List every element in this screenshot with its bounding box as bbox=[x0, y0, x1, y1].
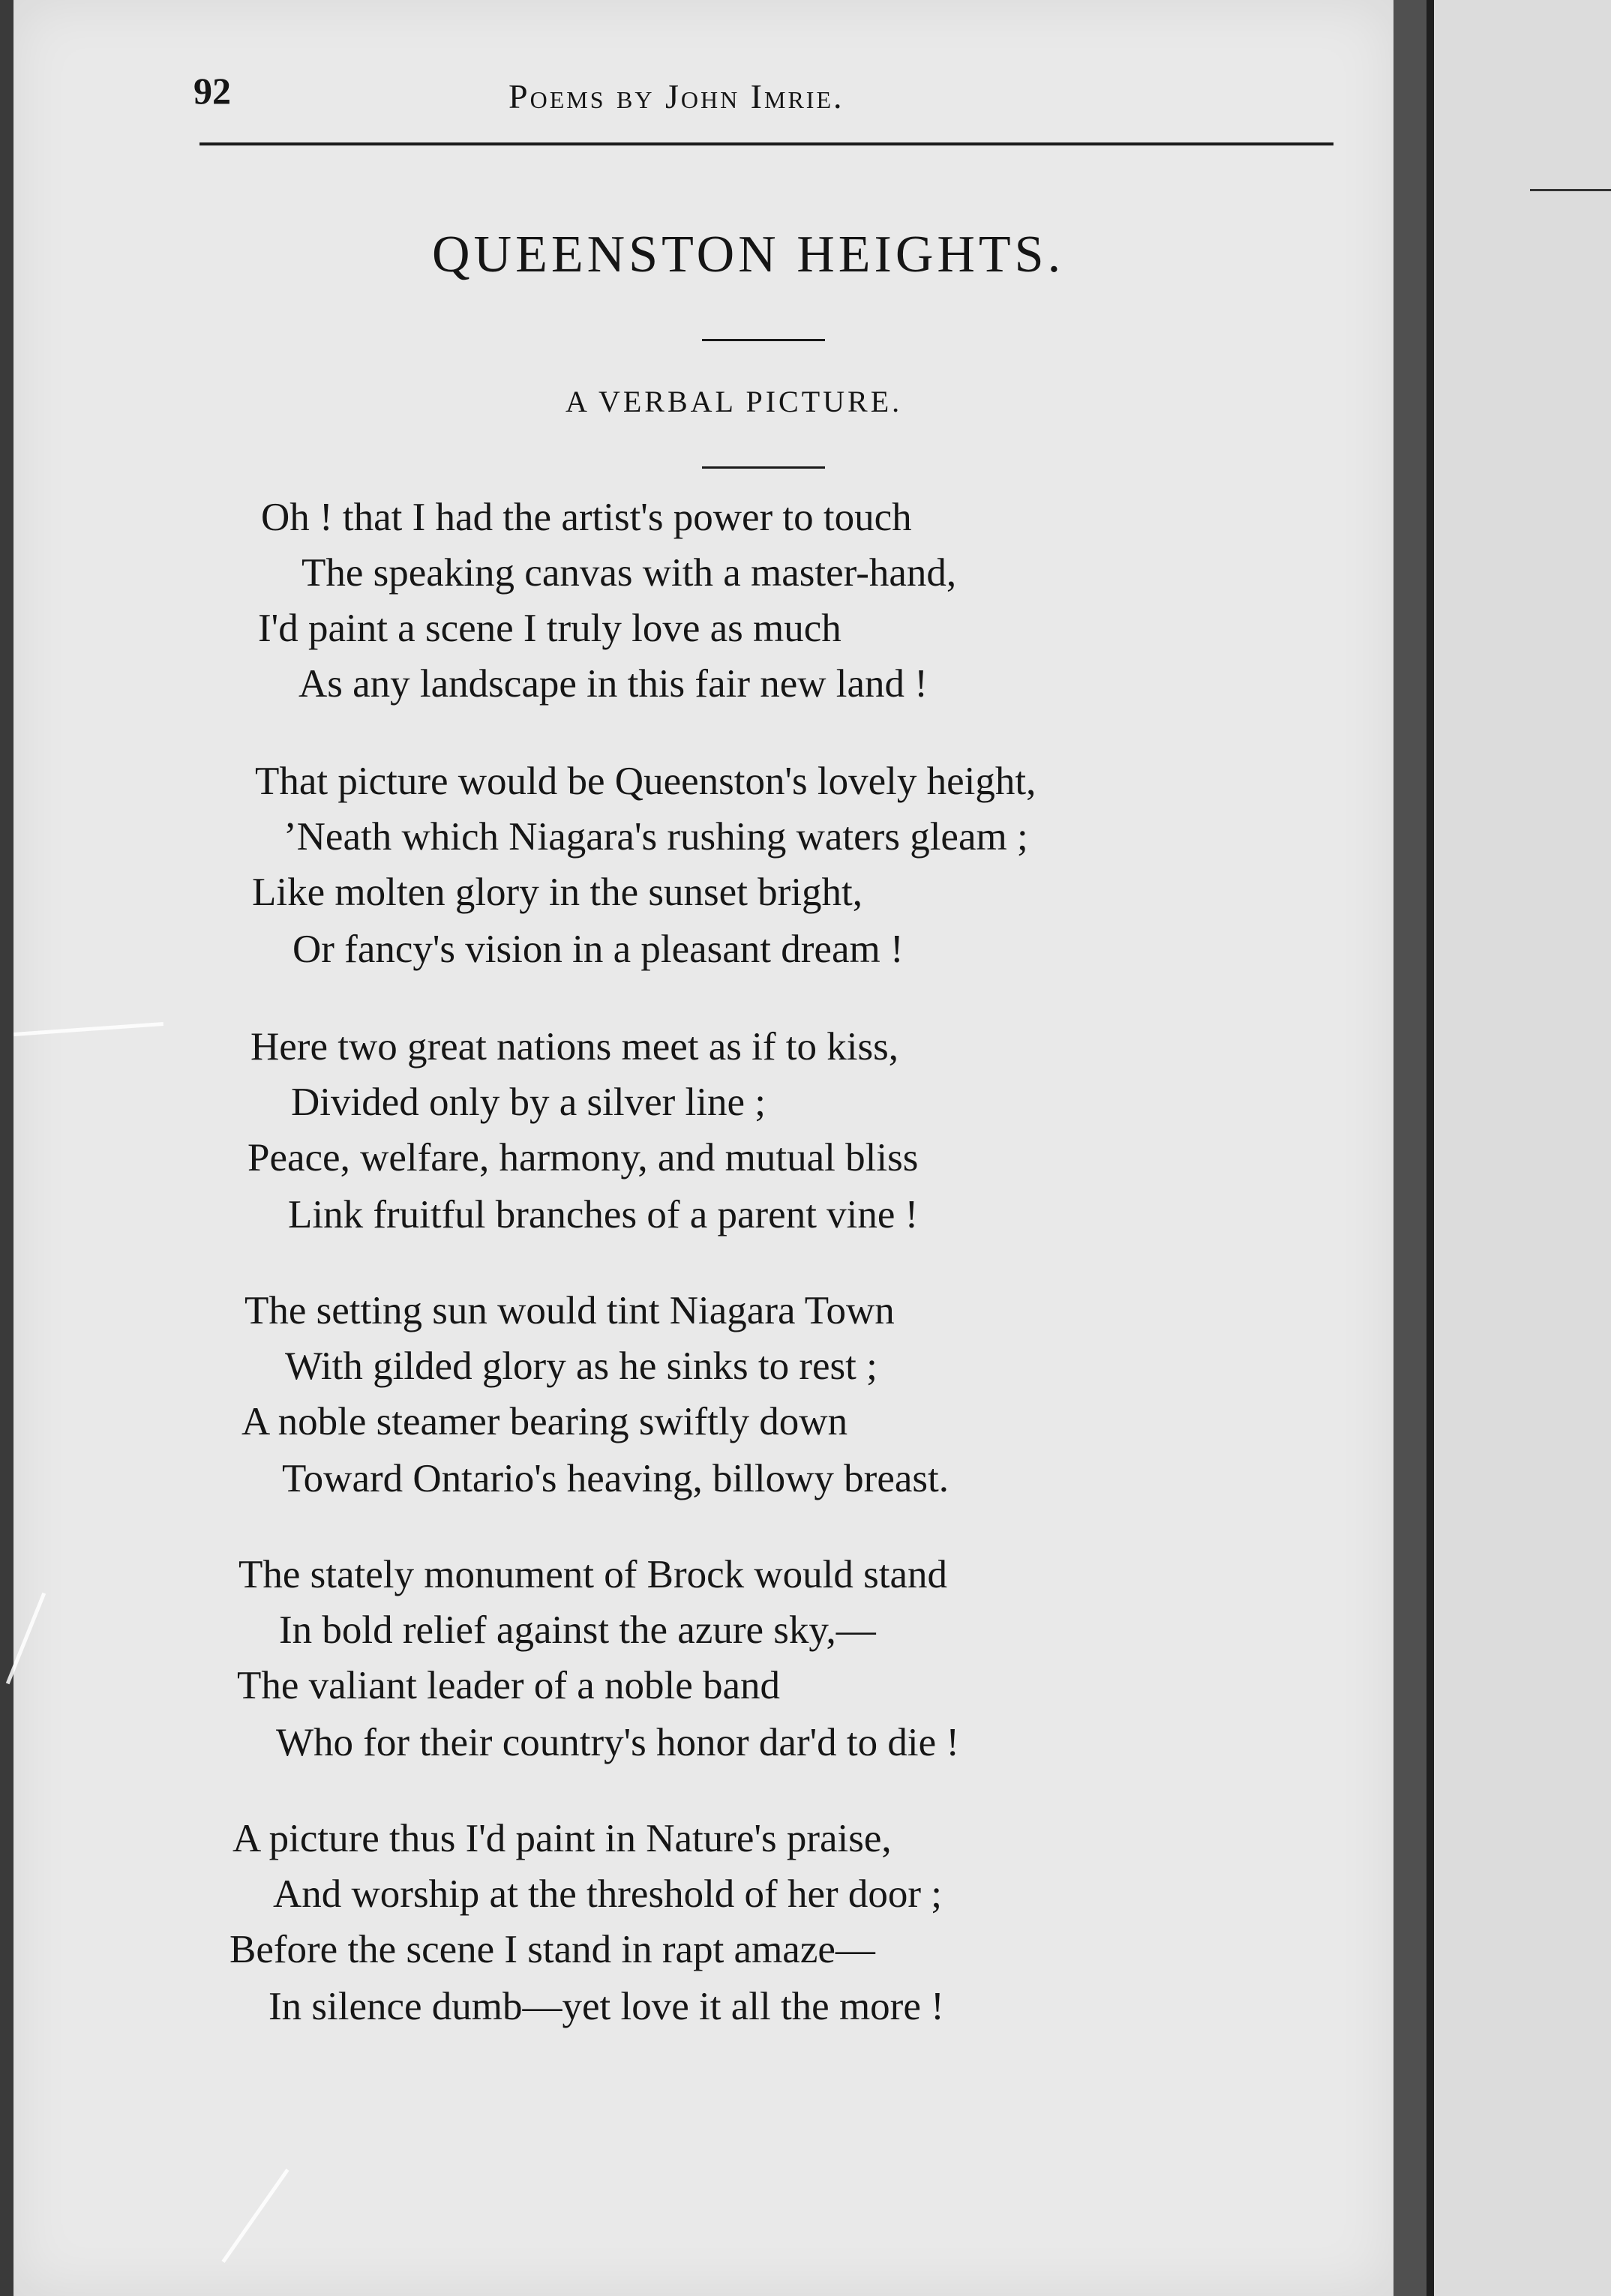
poem-line: Or fancy's vision in a pleasant dream ! bbox=[292, 928, 904, 971]
poem-line: Link fruitful branches of a parent vine ! bbox=[288, 1193, 919, 1236]
poem-line: Before the scene I stand in rapt amaze— bbox=[230, 1928, 875, 1971]
poem-body bbox=[14, 0, 1394, 2296]
poem-line: A noble steamer bearing swiftly down bbox=[242, 1400, 848, 1443]
poem-line: The setting sun would tint Niagara Town bbox=[244, 1289, 895, 1332]
poem-line: With gilded glory as he sinks to rest ; bbox=[285, 1344, 878, 1388]
poem-line: Toward Ontario's heaving, billowy breast. bbox=[282, 1457, 949, 1500]
poem-line: I'd paint a scene I truly love as much bbox=[258, 607, 842, 650]
poem-line: A picture thus I'd paint in Nature's praise, bbox=[232, 1817, 892, 1860]
poem-line: As any landscape in this fair new land ! bbox=[298, 662, 928, 706]
poem-line: And worship at the threshold of her door ; bbox=[273, 1872, 942, 1916]
poem-line: Peace, welfare, harmony, and mutual bliss bbox=[248, 1136, 919, 1179]
poem-line: That picture would be Queenston's lovely height, bbox=[255, 760, 1036, 803]
facing-page-edge bbox=[1434, 0, 1611, 2296]
poem-line: In silence dumb—yet love it all the more ! bbox=[268, 1985, 944, 2028]
poem-line: The speaking canvas with a master-hand, bbox=[302, 551, 957, 595]
poem-line: Like molten glory in the sunset bright, bbox=[252, 871, 863, 914]
poem-line: Here two great nations meet as if to kiss, bbox=[250, 1025, 898, 1069]
running-head: Poems by John Imrie. bbox=[508, 77, 844, 115]
facing-page-rule bbox=[1530, 189, 1611, 191]
gutter-shadow bbox=[1426, 0, 1434, 2296]
poem-line: The valiant leader of a noble band bbox=[237, 1664, 781, 1707]
poem-line: The stately monument of Brock would stand bbox=[238, 1553, 947, 1596]
poem-line: In bold relief against the azure sky,— bbox=[279, 1608, 876, 1652]
poem-subtitle: A VERBAL PICTURE. bbox=[566, 385, 903, 418]
page-number: 92 bbox=[194, 70, 231, 112]
poem-title: QUEENSTON HEIGHTS. bbox=[432, 226, 1065, 283]
poem-line: Oh ! that I had the artist's power to touch bbox=[261, 496, 912, 539]
book-page bbox=[14, 0, 1394, 2296]
poem-line: ’Neath which Niagara's rushing waters gleam ; bbox=[284, 815, 1028, 859]
poem-line: Divided only by a silver line ; bbox=[291, 1081, 766, 1124]
page-gutter bbox=[1394, 0, 1426, 2296]
left-page-edge bbox=[0, 0, 14, 2296]
poem-line: Who for their country's honor dar'd to die ! bbox=[276, 1721, 960, 1764]
